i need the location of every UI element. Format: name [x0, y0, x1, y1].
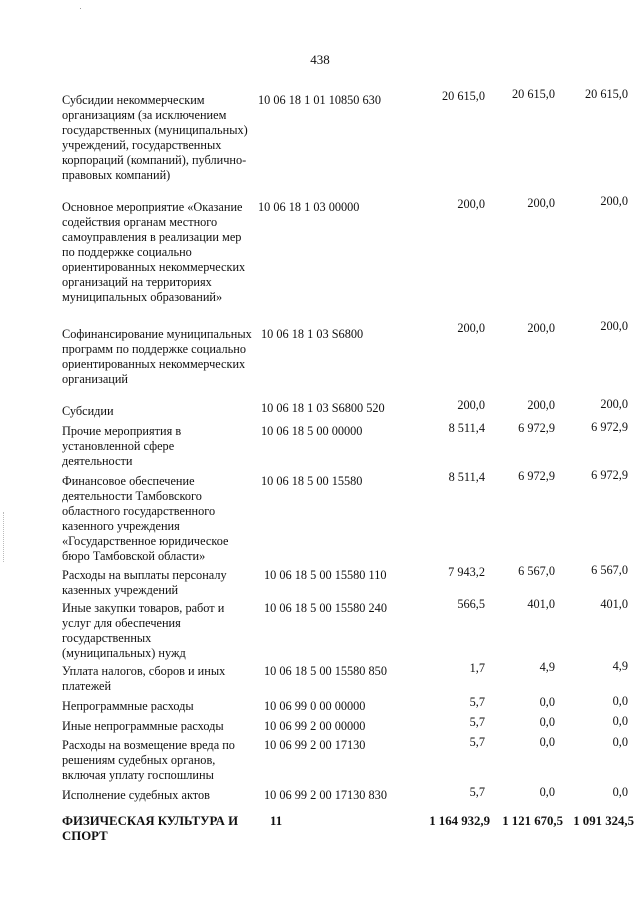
- section-value-3: 1 091 324,5: [573, 814, 634, 828]
- row-value-3: 0,0: [612, 714, 628, 728]
- row-value-1: 5,7: [469, 715, 485, 729]
- row-value-2: 6 567,0: [518, 564, 555, 578]
- row-code: 10 06 18 1 03 S6800: [261, 327, 364, 341]
- row-code: 10 06 99 0 00 00000: [264, 699, 366, 713]
- row-value-1: 566,5: [457, 597, 485, 611]
- row-name: Иные непрограммные расходы: [62, 719, 224, 733]
- section-value-1: 1 164 932,9: [429, 814, 490, 828]
- row-value-2: 200,0: [527, 196, 555, 210]
- row-code: 10 06 18 5 00 15580 240: [264, 601, 387, 615]
- row-value-2: 0,0: [539, 785, 555, 799]
- row-value-2: 20 615,0: [511, 87, 555, 101]
- row-code: 10 06 18 1 03 S6800 520: [261, 401, 385, 415]
- row-value-1: 5,7: [469, 695, 485, 709]
- row-value-3: 200,0: [600, 319, 628, 333]
- row-code: 10 06 18 5 00 15580: [261, 474, 363, 488]
- row-value-1: 200,0: [457, 398, 485, 412]
- row-name: Прочие мероприятия в установленной сфере деятельности: [62, 424, 182, 468]
- row-value-3: 6 567,0: [591, 563, 628, 577]
- row-code: 10 06 99 2 00 17130: [264, 738, 366, 752]
- row-value-1: 200,0: [457, 321, 485, 335]
- row-value-2: 6 972,9: [518, 421, 555, 435]
- row-value-3: 6 972,9: [591, 420, 628, 434]
- row-value-1: 8 511,4: [448, 421, 485, 435]
- row-name: Субсидии некоммерческим организациям (за исключением государственных (муниципальных) учреждений, государственных корпораций (компаний), публично-правовых компаний): [62, 93, 248, 182]
- row-value-3: 20 615,0: [584, 87, 628, 101]
- row-value-3: 4,9: [612, 659, 628, 673]
- row-code: 10 06 18 5 00 00000: [261, 424, 363, 438]
- page-number: 438: [310, 52, 330, 67]
- row-value-2: 200,0: [527, 398, 555, 412]
- row-code: 10 06 18 5 00 15580 850: [264, 664, 387, 678]
- row-value-3: 0,0: [612, 785, 628, 799]
- scan-speck: [80, 8, 81, 9]
- row-value-1: 20 615,0: [441, 89, 485, 103]
- row-code: 10 06 99 2 00 00000: [264, 719, 366, 733]
- row-code: 10 06 18 1 01 10850 630: [258, 93, 381, 107]
- row-value-1: 7 943,2: [448, 565, 485, 579]
- row-value-1: 5,7: [469, 735, 485, 749]
- row-value-2: 200,0: [527, 321, 555, 335]
- row-value-2: 4,9: [539, 660, 555, 674]
- row-value-2: 401,0: [527, 597, 555, 611]
- row-code: 10 06 18 5 00 15580 110: [264, 568, 387, 582]
- margin-mark: [3, 512, 6, 562]
- row-value-3: 6 972,9: [591, 468, 628, 482]
- row-name: Субсидии: [62, 404, 114, 418]
- row-code: 10 06 99 2 00 17130 830: [264, 788, 387, 802]
- row-value-1: 1,7: [469, 661, 485, 675]
- row-name: Исполнение судебных актов: [62, 788, 210, 802]
- row-code: 10 06 18 1 03 00000: [258, 200, 360, 214]
- row-name: Расходы на возмещение вреда по решениям судебных органов, включая уплату госпошлины: [62, 738, 235, 782]
- row-value-2: 0,0: [539, 735, 555, 749]
- row-value-2: 6 972,9: [518, 469, 555, 483]
- row-name: Финансовое обеспечение деятельности Тамбовского областного государственного казенного учреждения «Государственное юридическое бюро Тамбовской области»: [62, 474, 229, 563]
- row-value-3: 0,0: [612, 735, 628, 749]
- row-name: Уплата налогов, сборов и иных платежей: [62, 664, 226, 693]
- row-name: Непрограммные расходы: [62, 699, 194, 713]
- row-value-2: 0,0: [539, 695, 555, 709]
- row-value-3: 200,0: [600, 194, 628, 208]
- row-value-2: 0,0: [539, 715, 555, 729]
- row-value-1: 200,0: [457, 197, 485, 211]
- section-value-2: 1 121 670,5: [502, 814, 563, 828]
- row-value-3: 0,0: [612, 694, 628, 708]
- section-code: 11: [270, 814, 283, 828]
- row-name: Софинансирование муниципальных программ по поддержке социально ориентированных некоммерческих организаций: [62, 327, 252, 386]
- row-name: Расходы на выплаты персоналу казенных учреждений: [62, 568, 227, 597]
- row-value-1: 8 511,4: [448, 470, 485, 484]
- row-value-3: 200,0: [600, 397, 628, 411]
- section-title: ФИЗИЧЕСКАЯ КУЛЬТУРА И СПОРТ: [62, 814, 239, 843]
- row-name: Иные закупки товаров, работ и услуг для обеспечения государственных (муниципальных) нужд: [62, 601, 225, 660]
- row-name: Основное мероприятие «Оказание содействия органам местного самоуправления в реализации мер по поддержке социально ориентированных некоммерческих организаций на территориях муниципальных образований»: [62, 200, 246, 304]
- row-value-3: 401,0: [600, 597, 628, 611]
- row-value-1: 5,7: [469, 785, 485, 799]
